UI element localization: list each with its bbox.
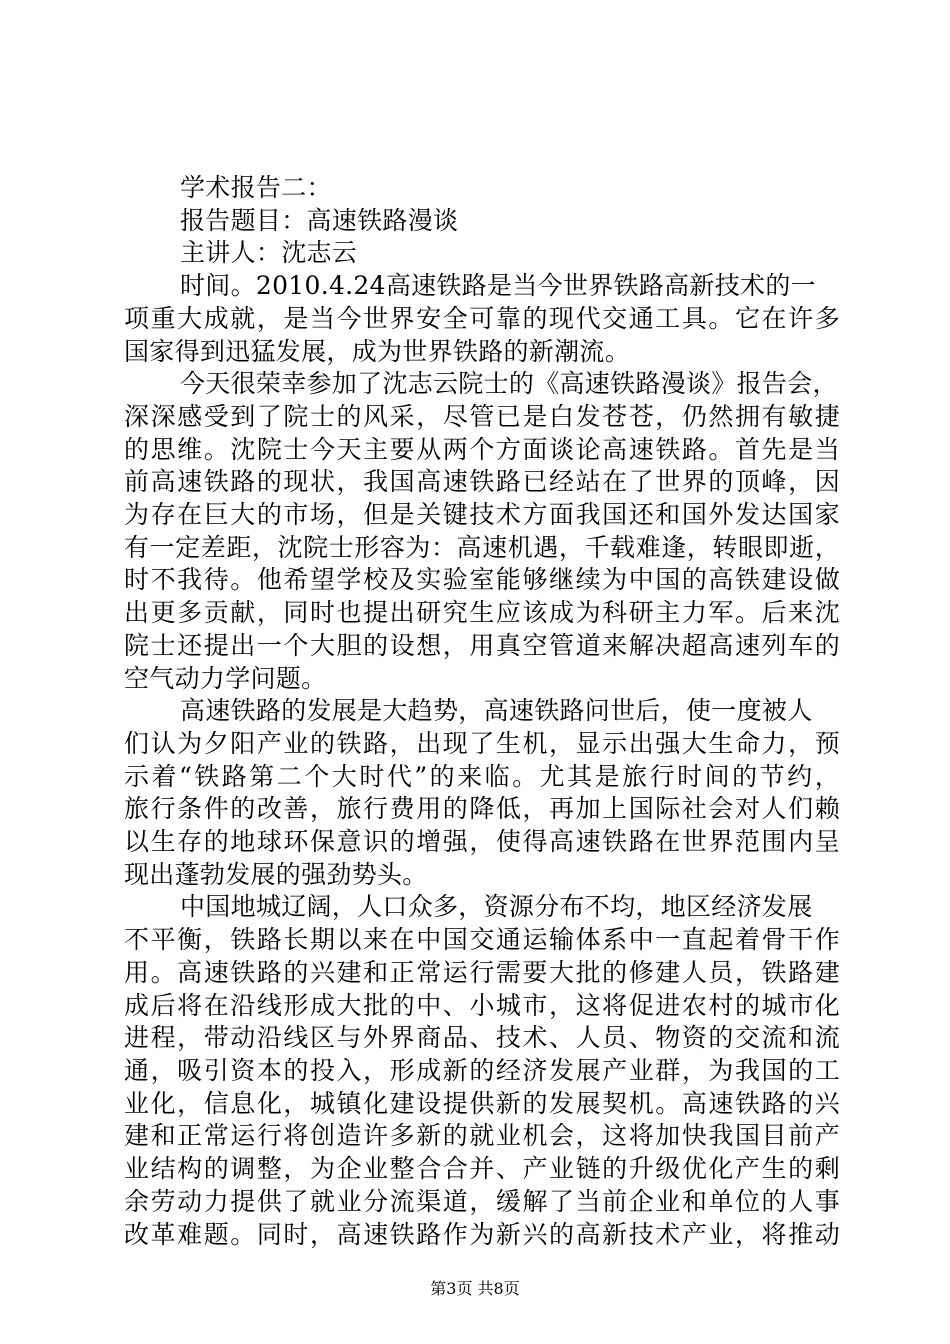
text-line: 前高速铁路的现状，我国高速铁路已经站在了世界的顶峰，因	[124, 467, 840, 497]
text-line: 现出蓬勃发展的强劲势头。	[124, 859, 428, 889]
text-line: 通，吸引资本的投入，形成新的经济发展产业群，为我国的工	[124, 1055, 840, 1085]
document-body	[124, 172, 840, 1251]
text-line: 建和正常运行将创造许多新的就业机会，这将加快我国目前产	[124, 1121, 840, 1151]
text-line: 学术报告二：	[180, 173, 332, 202]
text-line: 示着“铁路第二个大时代”的来临。尤其是旅行时间的节约，	[124, 761, 840, 791]
text-line: 主讲人：沈志云	[180, 238, 358, 268]
text-line: 高速铁路的发展是大趋势，高速铁路问世后，使一度被人	[180, 696, 813, 726]
text-line: 业化，信息化，城镇化建设提供新的发展契机。高速铁路的兴	[124, 1088, 840, 1118]
text-line: 以生存的地球环保意识的增强，使得高速铁路在世界范围内呈	[124, 827, 840, 857]
text-line: 有一定差距，沈院士形容为：高速机遇，千载难逢，转眼即逝，	[124, 532, 840, 562]
text-line: 出更多贡献，同时也提出研究生应该成为科研主力军。后来沈	[124, 598, 840, 628]
text-line: 不平衡，铁路长期以来在中国交通运输体系中一直起着骨干作	[124, 925, 840, 955]
text-line: 时间。2010.4.24高速铁路是当今世界铁路高新技术的一	[180, 271, 816, 301]
text-line: 院士还提出一个大胆的设想，用真空管道来解决超高速列车的	[124, 630, 840, 660]
text-line: 项重大成就，是当今世界安全可靠的现代交通工具。它在许多	[124, 303, 840, 333]
page-footer: 第3页 共8页	[430, 1279, 520, 1298]
text-line: 旅行条件的改善，旅行费用的降低，再加上国际社会对人们赖	[124, 794, 840, 824]
text-line: 进程，带动沿线区与外界商品、技术、人员、物资的交流和流	[124, 1023, 840, 1053]
text-line: 为存在巨大的市场，但是关键技术方面我国还和国外发达国家	[124, 500, 840, 530]
text-line: 业结构的调整，为企业整合合并、产业链的升级优化产生的剩	[124, 1154, 840, 1184]
text-line: 成后将在沿线形成大批的中、小城市，这将促进农村的城市化	[124, 990, 840, 1020]
text-line: 用。高速铁路的兴建和正常运行需要大批的修建人员，铁路建	[124, 957, 840, 987]
text-line: 余劳动力提供了就业分流渠道，缓解了当前企业和单位的人事	[124, 1186, 840, 1216]
text-line: 报告题目：高速铁路漫谈	[180, 205, 459, 235]
text-line: 今天很荣幸参加了沈志云院士的《高速铁路漫谈》报告会，	[180, 369, 838, 399]
text-line: 中国地城辽阔，人口众多，资源分布不均，地区经济发展	[180, 892, 813, 922]
text-line: 的思维。沈院士今天主要从两个方面谈论高速铁路。首先是当	[124, 434, 840, 464]
text-line: 时不我待。他希望学校及实验室能够继续为中国的高铁建设做	[124, 565, 840, 595]
text-line: 深深感受到了院士的风采，尽管已是白发苍苍，仍然拥有敏捷	[124, 401, 840, 431]
text-line: 空气动力学问题。	[124, 663, 327, 693]
text-line: 改革难题。同时，高速铁路作为新兴的高新技术产业，将推动	[124, 1219, 840, 1249]
text-line: 国家得到迅猛发展，成为世界铁路的新潮流。	[124, 336, 631, 366]
text-line: 们认为夕阳产业的铁路，出现了生机，显示出强大生命力，预	[124, 728, 840, 758]
